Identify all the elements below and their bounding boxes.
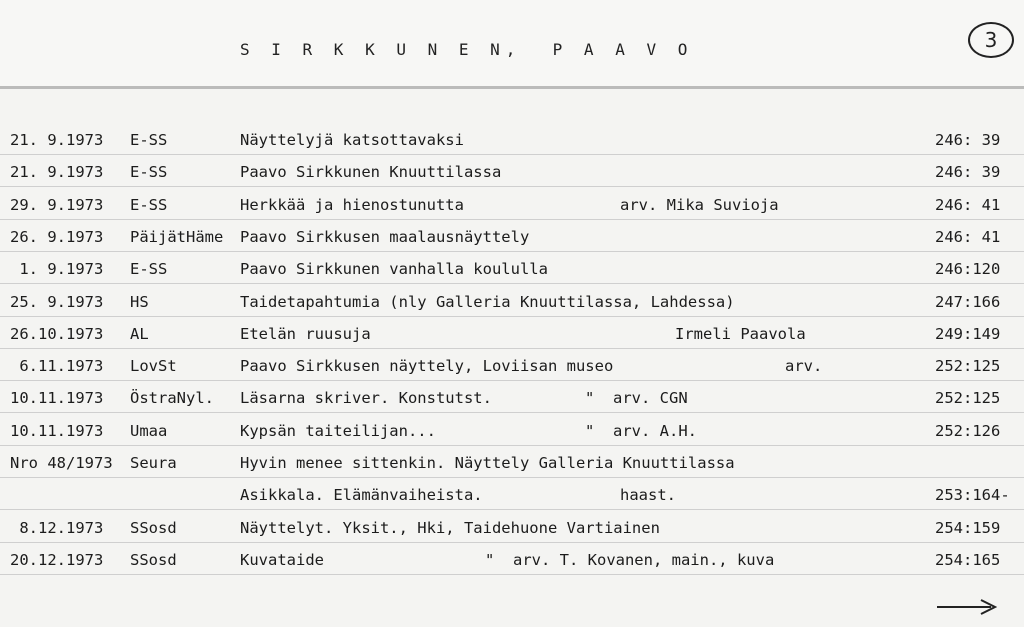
entry-date: 20.12.1973	[10, 551, 104, 569]
entry-source: SSosd	[130, 519, 177, 537]
entry-title: Paavo Sirkkusen maalausnäyttely	[240, 228, 530, 246]
row-rule	[0, 283, 1024, 284]
entry-reference: 246: 41	[935, 196, 1001, 214]
entry-date: 29. 9.1973	[10, 196, 104, 214]
entry-date: 21. 9.1973	[10, 131, 104, 149]
entry-title: Herkkää ja hienostunutta	[240, 196, 464, 214]
entry-note: Irmeli Paavola	[675, 325, 806, 343]
card-title: S I R K K U N E N, P A A V O	[240, 40, 694, 59]
entry-reference: 246: 39	[935, 131, 1001, 149]
entry-source: AL	[130, 325, 149, 343]
entry-source: E-SS	[130, 163, 168, 181]
entry-row	[0, 253, 1024, 285]
row-rule	[0, 348, 1024, 349]
entry-reference: 247:166	[935, 293, 1001, 311]
entry-source: Umaa	[130, 422, 168, 440]
entry-row	[0, 124, 1024, 156]
row-rule	[0, 251, 1024, 252]
header-divider	[0, 86, 1024, 89]
entry-source: E-SS	[130, 196, 168, 214]
entry-reference: 252:125	[935, 389, 1001, 407]
entry-reference: 254:165	[935, 551, 1001, 569]
entry-reference: 254:159	[935, 519, 1001, 537]
entry-title: Kypsän taiteilijan...	[240, 422, 436, 440]
row-rule	[0, 154, 1024, 155]
entry-title: Kuvataide	[240, 551, 324, 569]
entry-date: 25. 9.1973	[10, 293, 104, 311]
row-rule	[0, 445, 1024, 446]
entry-title: Näyttelyt. Yksit., Hki, Taidehuone Vartiainen	[240, 519, 660, 537]
entry-date: 26. 9.1973	[10, 228, 104, 246]
entry-note: " arv. CGN	[585, 389, 688, 407]
entry-row	[0, 221, 1024, 253]
row-rule	[0, 574, 1024, 575]
entry-note: haast.	[620, 486, 676, 504]
row-rule	[0, 316, 1024, 317]
page-number: 3	[984, 28, 998, 52]
entry-reference: 252:126	[935, 422, 1001, 440]
entry-title: Hyvin menee sittenkin. Näyttely Galleria Knuuttilassa	[240, 454, 735, 472]
entry-row	[0, 156, 1024, 188]
entry-title: Paavo Sirkkunen Knuuttilassa	[240, 163, 502, 181]
entry-date: 26.10.1973	[10, 325, 104, 343]
entry-reference: 246: 41	[935, 228, 1001, 246]
row-rule	[0, 542, 1024, 543]
entry-source: Seura	[130, 454, 177, 472]
entry-note: " arv. T. Kovanen, main., kuva	[485, 551, 775, 569]
right-arrow-icon	[935, 596, 997, 616]
entry-date: 8.12.1973	[10, 519, 104, 537]
entry-title: Paavo Sirkkusen näyttely, Loviisan museo	[240, 357, 614, 375]
entry-title: Paavo Sirkkunen vanhalla koululla	[240, 260, 548, 278]
entry-source: PäijätHäme	[130, 228, 224, 246]
entry-date: 21. 9.1973	[10, 163, 104, 181]
entry-source: LovSt	[130, 357, 177, 375]
row-rule	[0, 219, 1024, 220]
entry-row	[0, 544, 1024, 576]
page-number-circle	[968, 22, 1014, 58]
entry-row	[0, 415, 1024, 447]
row-rule	[0, 380, 1024, 381]
entry-reference: 249:149	[935, 325, 1001, 343]
entry-date: 10.11.1973	[10, 389, 104, 407]
row-rule	[0, 186, 1024, 187]
entry-title: Etelän ruusuja	[240, 325, 371, 343]
entry-row	[0, 512, 1024, 544]
entry-title: Näyttelyjä katsottavaksi	[240, 131, 464, 149]
entry-reference: 252:125	[935, 357, 1001, 375]
entry-reference: 246:120	[935, 260, 1001, 278]
entry-reference: 246: 39	[935, 163, 1001, 181]
entry-row	[0, 350, 1024, 382]
entry-source: E-SS	[130, 260, 168, 278]
entry-title: Taidetapahtumia (nly Galleria Knuuttilassa, Lahdessa)	[240, 293, 735, 311]
entry-source: HS	[130, 293, 149, 311]
entry-source: SSosd	[130, 551, 177, 569]
entry-row	[0, 189, 1024, 221]
entry-row	[0, 382, 1024, 414]
row-rule	[0, 477, 1024, 478]
row-rule	[0, 412, 1024, 413]
entry-note: " arv. A.H.	[585, 422, 697, 440]
entry-date: 6.11.1973	[10, 357, 104, 375]
entry-date: 1. 9.1973	[10, 260, 104, 278]
entry-title: Asikkala. Elämänvaiheista.	[240, 486, 483, 504]
entry-row	[0, 286, 1024, 318]
entry-row	[0, 447, 1024, 479]
entry-title: Läsarna skriver. Konstutst.	[240, 389, 492, 407]
entry-note: arv. Mika Suvioja	[620, 196, 779, 214]
entry-note: arv.	[785, 357, 823, 375]
entry-date: Nro 48/1973	[10, 454, 113, 472]
entry-source: ÖstraNyl.	[130, 389, 214, 407]
entry-reference: 253:164-	[935, 486, 1010, 504]
entry-row	[0, 318, 1024, 350]
entry-source: E-SS	[130, 131, 168, 149]
entry-row	[0, 479, 1024, 511]
row-rule	[0, 509, 1024, 510]
entry-date: 10.11.1973	[10, 422, 104, 440]
